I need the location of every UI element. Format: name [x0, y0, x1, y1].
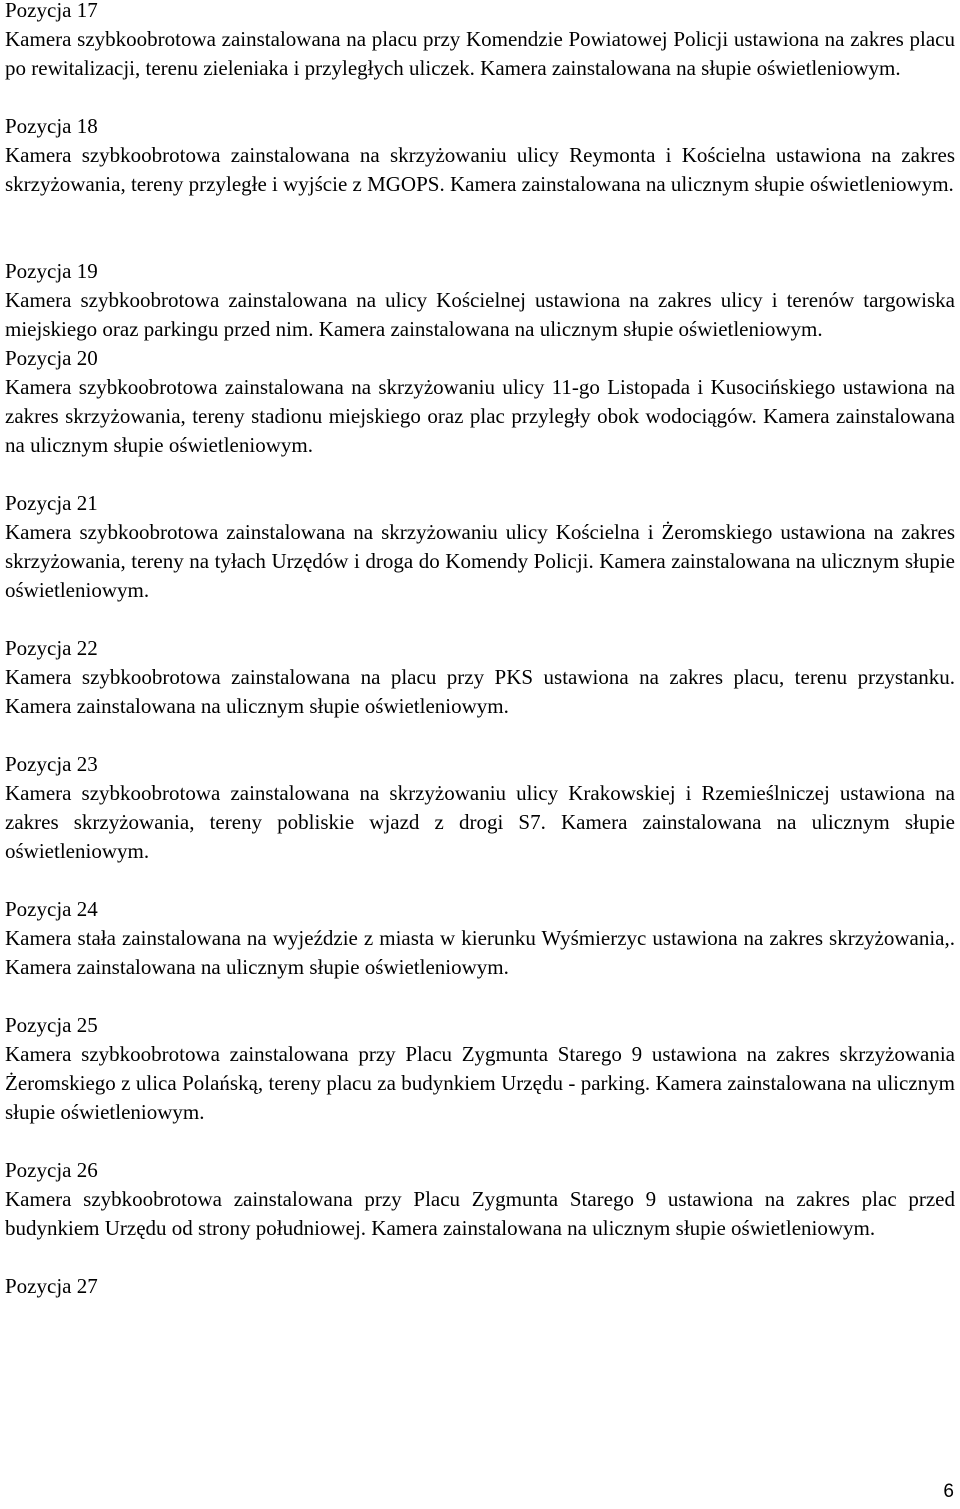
section-heading: Pozycja 23	[5, 752, 98, 776]
section-pozycja-21	[5, 489, 955, 605]
section-pozycja-27	[5, 1272, 955, 1301]
section-text: Kamera szybkoobrotowa zainstalowana na skrzyżowaniu ulicy 11-go Listopada i Kusocińskiego ustawiona na zakres skrzyżowania, tereny stadionu miejskiego oraz plac przyległy obok wodociągów. Kamera zainstalowana na ulicznym słupie oświetleniowym.	[5, 375, 955, 457]
section-pozycja-22	[5, 634, 955, 721]
section-heading: Pozycja 20	[5, 346, 98, 370]
section-pozycja-17	[5, 0, 955, 83]
section-pozycja-20	[5, 344, 955, 460]
page-number: 6	[943, 1481, 954, 1502]
section-text: Kamera szybkoobrotowa zainstalowana przy Placu Zygmunta Starego 9 ustawiona na zakres skrzyżowania Żeromskiego z ulica Polańską, tereny placu za budynkiem Urzędu - parking. Kamera zainstalowana na ulicznym słupie oświetleniowym.	[5, 1042, 955, 1124]
section-pozycja-18	[5, 112, 955, 199]
section-text: Kamera szybkoobrotowa zainstalowana na skrzyżowaniu ulicy Kościelna i Żeromskiego ustawiona na zakres skrzyżowania, tereny na tyłach Urzędów i droga do Komendy Policji. Kamera zainstalowana na ulicznym słupie oświetleniowym.	[5, 520, 955, 602]
section-heading: Pozycja 24	[5, 897, 98, 921]
section-text: Kamera szybkoobrotowa zainstalowana na skrzyżowaniu ulicy Krakowskiej i Rzemieślniczej ustawiona na zakres skrzyżowania, tereny pobliskie wjazd z drogi S7. Kamera zainstalowana na ulicznym słupie oświetleniowym.	[5, 781, 955, 863]
section-heading: Pozycja 22	[5, 636, 98, 660]
section-pozycja-19	[5, 257, 955, 344]
section-pozycja-23	[5, 750, 955, 866]
section-heading: Pozycja 18	[5, 114, 98, 138]
section-pozycja-24	[5, 895, 955, 982]
section-heading: Pozycja 19	[5, 259, 98, 283]
section-text: Kamera szybkoobrotowa zainstalowana przy Placu Zygmunta Starego 9 ustawiona na zakres plac przed budynkiem Urzędu od strony południowej. Kamera zainstalowana na ulicznym słupie oświetleniowym.	[5, 1187, 955, 1240]
section-text: Kamera szybkoobrotowa zainstalowana na placu przy PKS ustawiona na zakres placu, terenu przystanku. Kamera zainstalowana na ulicznym słupie oświetleniowym.	[5, 665, 955, 718]
section-pozycja-26	[5, 1156, 955, 1243]
section-heading: Pozycja 21	[5, 491, 98, 515]
section-heading: Pozycja 25	[5, 1013, 98, 1037]
document-page	[5, 0, 955, 1301]
section-pozycja-25	[5, 1011, 955, 1127]
section-text: Kamera szybkoobrotowa zainstalowana na placu przy Komendzie Powiatowej Policji ustawiona na zakres placu po rewitalizacji, terenu zieleniaka i przyległych uliczek. Kamera zainstalowana na słupie oświetleniowym.	[5, 27, 955, 80]
section-text: Kamera stała zainstalowana na wyjeździe z miasta w kierunku Wyśmierzyc ustawiona na zakres skrzyżowania,. Kamera zainstalowana na ulicznym słupie oświetleniowym.	[5, 926, 955, 979]
section-text: Kamera szybkoobrotowa zainstalowana na ulicy Kościelnej ustawiona na zakres ulicy i terenów targowiska miejskiego oraz parkingu przed nim. Kamera zainstalowana na ulicznym słupie oświetleniowym.	[5, 288, 955, 341]
section-heading: Pozycja 27	[5, 1274, 98, 1298]
section-heading: Pozycja 26	[5, 1158, 98, 1182]
section-text: Kamera szybkoobrotowa zainstalowana na skrzyżowaniu ulicy Reymonta i Kościelna ustawiona na zakres skrzyżowania, tereny przyległe i wyjście z MGOPS. Kamera zainstalowana na ulicznym słupie oświetleniowym.	[5, 143, 955, 196]
section-heading: Pozycja 17	[5, 0, 98, 22]
